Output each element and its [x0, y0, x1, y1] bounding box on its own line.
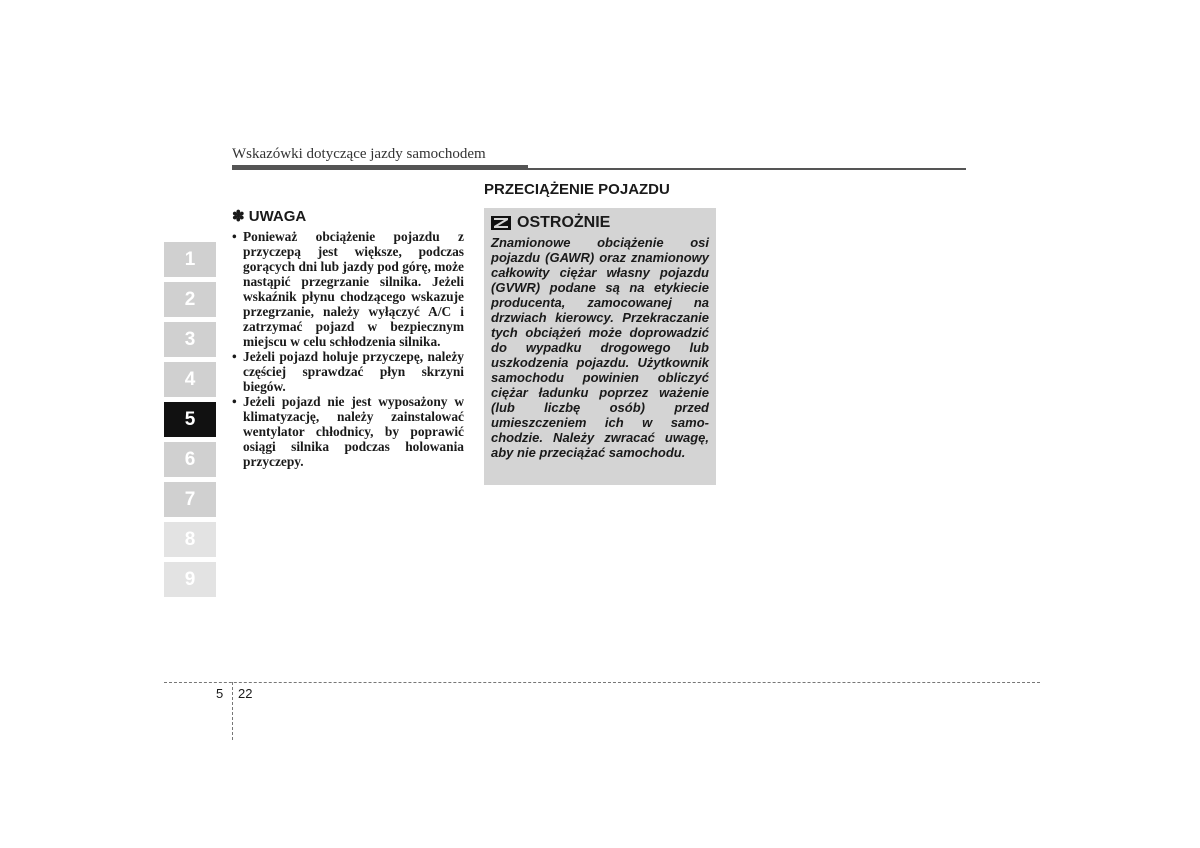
footer-divider: [232, 682, 233, 740]
section-title: PRZECIĄŻENIE POJAZDU: [484, 181, 670, 198]
page-chapter-number: 5: [216, 686, 224, 701]
chapter-tab-7[interactable]: 7: [164, 482, 216, 517]
note-item: • Ponieważ obciążenie pojazdu z przyczepą jest większe, podczas gorących dni lub jazdy pod górę, może nastąpić przegrzanie silnika. Jeżeli wskaźnik płynu chodzącego wskazuje przegrzanie, należy wyłączyć A/C i zatrzymać pojazd w bezpiecznym miejscu w celu schłodzenia silnika.: [232, 229, 464, 349]
chapter-tab-4[interactable]: 4: [164, 362, 216, 397]
header-rule-thick: [232, 165, 528, 170]
page-header-title: Wskazówki dotyczące jazdy samochodem: [232, 146, 486, 162]
chapter-tab-5[interactable]: 5: [164, 402, 216, 437]
caution-box: [484, 208, 716, 485]
header-rule-thin: [528, 168, 966, 170]
page-number: 22: [238, 686, 253, 701]
chapter-tab-6[interactable]: 6: [164, 442, 216, 477]
note-list: [232, 229, 464, 469]
chapter-tab-2[interactable]: 2: [164, 282, 216, 317]
caution-title: OSTROŻNIE: [517, 214, 611, 231]
note-item: • Jeżeli pojazd holuje przyczepę, należy częściej sprawdzać płyn skrzyni biegów.: [232, 349, 464, 394]
footer-rule: [164, 682, 1040, 683]
caution-header: [491, 214, 709, 232]
note-title: ✽ UWAGA: [232, 208, 307, 225]
chapter-tab-9[interactable]: 9: [164, 562, 216, 597]
chapter-tab-8[interactable]: 8: [164, 522, 216, 557]
chapter-tab-3[interactable]: 3: [164, 322, 216, 357]
chapter-tabs: [164, 242, 216, 602]
note-item: • Jeżeli pojazd nie jest wyposażony w klimatyzację, należy zainstalować wentylator chłodnicy, by poprawić osiągi silnika podczas holowania przyczepy.: [232, 394, 464, 469]
caution-text: Znamionowe obciążenie osi pojazdu (GAWR) oraz znamionowy całkowity ciężar własny pojazdu (GVWR) podane są na etykiecie producenta, zamocowanej na drzwiach kierowcy. Przekraczanie tych obciążeń może doprowadzić do wypadku drogowego lub uszkodzenia pojazdu. Użytkownik samochodu powinien obliczyć ciężar ładunku poprzez ważenie (lub liczbę osób) przed umieszczeniem ich w samo-chodzie. Należy zwracać uwagę, aby nie przeciążać samochodu.: [491, 235, 709, 460]
chapter-tab-1[interactable]: 1: [164, 242, 216, 277]
caution-icon: [491, 216, 511, 230]
